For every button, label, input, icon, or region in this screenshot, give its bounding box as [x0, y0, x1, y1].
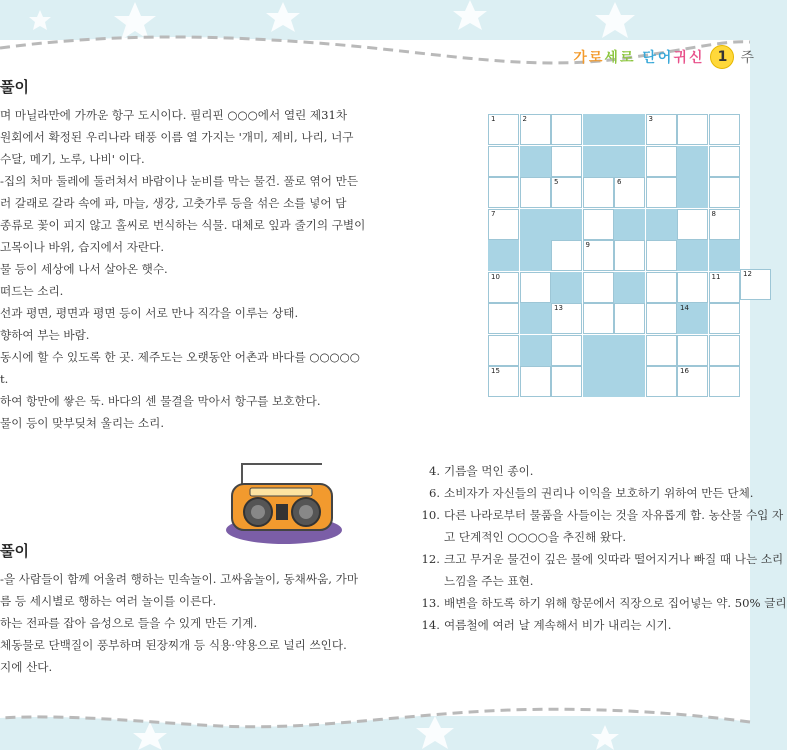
crossword-cell[interactable] — [646, 177, 677, 208]
title-char — [635, 50, 641, 66]
crossword-cell[interactable] — [646, 272, 677, 303]
clue-text: 여름철에 여러 날 계속해서 비가 내리는 시기. — [444, 618, 672, 632]
crossword-cell[interactable] — [488, 177, 519, 208]
crossword-cell[interactable] — [488, 114, 519, 145]
crossword-cell[interactable] — [583, 272, 614, 303]
clue-text: 배변을 하도록 하기 위해 항문에서 직장으로 집어넣는 약. 50% 글리 — [444, 596, 787, 610]
crossword-cell[interactable] — [709, 177, 740, 208]
clue-line: 물 등이 세상에 나서 살아온 햇수. — [0, 262, 168, 276]
crossword-block — [583, 114, 614, 145]
clue-line — [420, 592, 787, 614]
crossword-block — [677, 240, 708, 271]
clue-line: 원회에서 확정된 우리나라 태풍 이름 열 가지는 '개미, 제비, 나리, 너구 — [0, 130, 354, 144]
cell-number: 15 — [491, 367, 500, 375]
crossword-cell[interactable] — [677, 272, 708, 303]
crossword-block — [488, 240, 519, 271]
clue-line: 하여 항만에 쌓은 둑. 바다의 센 물결을 막아서 항구를 보호한다. — [0, 394, 321, 408]
crossword-cell[interactable] — [646, 114, 677, 145]
crossword-cell[interactable] — [488, 335, 519, 366]
crossword-block — [520, 146, 551, 177]
crossword-block — [583, 366, 614, 397]
crossword-cell[interactable] — [520, 272, 551, 303]
clue-line: 고목이나 바위, 습지에서 자란다. — [0, 240, 165, 254]
crossword-block — [520, 335, 551, 366]
clue-text: 크고 무거운 물건이 깊은 물에 잇따라 떨어지거나 빠질 때 나는 소리 — [444, 552, 784, 566]
crossword-block — [677, 177, 708, 208]
cell-number: 11 — [711, 272, 721, 281]
crossword-cell[interactable] — [520, 366, 551, 397]
crossword-cell[interactable] — [709, 209, 740, 240]
crossword-cell[interactable] — [614, 240, 645, 271]
crossword-block — [677, 146, 708, 177]
crossword-block — [520, 209, 551, 240]
title-char: 귀 — [673, 50, 688, 66]
horizontal-clues-title: 풀이 — [0, 78, 29, 96]
vertical-clues-list — [0, 568, 359, 678]
horizontal-clues-list — [0, 104, 366, 434]
crossword-cell[interactable] — [677, 335, 708, 366]
clue-line: 선과 평면, 평면과 평면 등이 서로 만나 직각을 이루는 상태. — [0, 306, 299, 320]
crossword-cell[interactable] — [520, 114, 551, 145]
clue-number: 12. — [421, 552, 440, 566]
title-char: 세 — [604, 50, 619, 66]
crossword-cell[interactable] — [583, 209, 614, 240]
crossword-block — [709, 240, 740, 271]
clue-line — [420, 482, 754, 504]
clue-text: 기름을 먹인 종이. — [444, 464, 534, 478]
cell-number: 8 — [711, 209, 716, 218]
cell-number: 7 — [491, 209, 496, 218]
clue-line: 수달, 메기, 노루, 나비' 이다. — [0, 152, 145, 166]
crossword-block — [677, 303, 708, 334]
crossword-cell[interactable] — [646, 240, 677, 271]
crossword-cell-12[interactable] — [740, 269, 771, 300]
crossword-block — [583, 146, 614, 177]
clue-line: -집의 처마 둘레에 둘러쳐서 바람이나 눈비를 막는 물건. 풀로 엮어 만든 — [0, 174, 359, 188]
crossword-block — [520, 303, 551, 334]
week-number-badge: 1 — [710, 45, 734, 69]
clue-line: 지에 산다. — [0, 660, 53, 674]
clue-text: 느낌을 주는 표현. — [444, 574, 534, 588]
crossword-block — [551, 209, 582, 240]
clue-line — [420, 460, 750, 482]
title-char: 신 — [688, 50, 704, 66]
cell-number: 10 — [491, 272, 500, 281]
crossword-cell[interactable] — [551, 240, 582, 271]
clue-line: 떠드는 소리. — [0, 284, 64, 298]
clue-number: 6. — [428, 486, 440, 500]
crossword-cell[interactable] — [677, 366, 708, 397]
clue-number: 10. — [421, 508, 440, 522]
clue-text: 고 단계적인 ○○○○을 추진해 왔다. — [444, 530, 627, 544]
clue-text: 소비자가 자신들의 권리나 이익을 보호하기 위하여 만든 단체. — [444, 486, 754, 500]
crossword-block — [551, 272, 582, 303]
cell-number: 3 — [648, 115, 653, 123]
crossword-cell[interactable] — [709, 335, 740, 366]
crossword-cell[interactable] — [551, 114, 582, 145]
clue-line — [420, 504, 784, 526]
crossword-cell[interactable] — [583, 303, 614, 334]
crossword-cell[interactable] — [709, 146, 740, 177]
crossword-cell[interactable] — [709, 114, 740, 145]
crossword-block — [646, 209, 677, 240]
radio-illustration — [222, 460, 342, 546]
clue-line — [420, 570, 750, 592]
crossword-cell[interactable] — [709, 303, 740, 334]
clue-line: 며 마닐라만에 가까운 항구 도시이다. 필리핀 ○○○에서 열린 제31차 — [0, 108, 348, 122]
cell-number: 14 — [680, 304, 689, 312]
crossword-cell[interactable] — [677, 209, 708, 240]
crossword-cell[interactable] — [551, 146, 582, 177]
cell-number: 2 — [522, 115, 527, 123]
crossword-block — [520, 240, 551, 271]
clue-line: 러 갈래로 갈라 속에 파, 마늘, 생강, 고춧가루 등을 섞은 소를 넣어 담 — [0, 196, 347, 210]
clue-number: 13. — [421, 596, 440, 610]
crossword-block — [614, 335, 645, 366]
crossword-cell[interactable] — [646, 146, 677, 177]
book-title — [573, 47, 704, 67]
crossword-cell[interactable] — [709, 366, 740, 397]
crossword-cell[interactable] — [614, 303, 645, 334]
crossword-block — [614, 146, 645, 177]
page-header — [573, 42, 754, 72]
crossword-cell[interactable] — [677, 114, 708, 145]
clue-line: 름 등 세시별로 행하는 여러 놀이를 이른다. — [0, 594, 217, 608]
crossword-block — [614, 366, 645, 397]
crossword-cell[interactable] — [551, 303, 582, 334]
crossword-block — [583, 335, 614, 366]
clue-line: 하는 전파를 잡아 음성으로 들을 수 있게 만든 기계. — [0, 616, 258, 630]
crossword-cell[interactable] — [551, 177, 582, 208]
crossword-cell[interactable] — [488, 272, 519, 303]
clue-line: 종류로 꽃이 피지 않고 홀씨로 번식하는 식물. 대체로 잎과 줄기의 구별이 — [0, 218, 366, 232]
cell-number: 13 — [554, 304, 563, 312]
clue-line: -을 사람들이 함께 어울려 행하는 민속놀이. 고싸움놀이, 동채싸움, 가마 — [0, 572, 359, 586]
clue-number: 4. — [428, 464, 440, 478]
cell-number: 12 — [743, 270, 752, 278]
cell-number: 9 — [585, 241, 590, 249]
crossword-cell[interactable] — [646, 303, 677, 334]
clue-line — [420, 614, 750, 636]
clue-line: 물이 등이 맞부딪쳐 울리는 소리. — [0, 416, 165, 430]
week-label: 주 — [740, 50, 754, 66]
title-char: 단 — [642, 50, 657, 66]
title-char: 어 — [657, 50, 673, 66]
bottom-wavy-border — [0, 700, 750, 740]
crossword-block — [614, 114, 645, 145]
clue-number: 14. — [421, 618, 440, 632]
clue-line: t. — [0, 372, 9, 386]
clue-line: 향하여 부는 바람. — [0, 328, 90, 342]
crossword-cell[interactable] — [488, 209, 519, 240]
vertical-clues-title: 풀이 — [0, 542, 29, 560]
crossword-cell[interactable] — [488, 366, 519, 397]
clue-line: 동시에 할 수 있도록 한 곳. 제주도는 오랫동안 어촌과 바다를 ○○○○○ — [0, 350, 360, 364]
cell-number: 5 — [554, 178, 559, 186]
crossword-cell[interactable] — [551, 335, 582, 366]
crossword-block — [614, 209, 645, 240]
crossword-cell[interactable] — [646, 366, 677, 397]
cell-number: 1 — [491, 115, 496, 123]
clue-line: 체동물로 단백질이 풍부하며 된장찌개 등 식용·약용으로 널리 쓰인다. — [0, 638, 347, 652]
crossword-cell[interactable] — [709, 272, 740, 303]
crossword-cell[interactable] — [488, 146, 519, 177]
title-char: 로 — [619, 50, 635, 66]
clue-line — [420, 526, 750, 548]
crossword-cell[interactable] — [614, 177, 645, 208]
cell-number: 16 — [680, 367, 689, 375]
crossword-block — [614, 272, 645, 303]
crossword-cell[interactable] — [583, 177, 614, 208]
crossword-cell[interactable] — [646, 335, 677, 366]
crossword-cell[interactable] — [488, 303, 519, 334]
crossword-cell[interactable] — [520, 177, 551, 208]
clue-line — [420, 548, 784, 570]
title-char: 로 — [588, 50, 604, 66]
title-char: 가 — [573, 50, 588, 66]
cell-number: 6 — [617, 178, 622, 186]
clue-text: 다른 나라로부터 물품을 사들이는 것을 자유롭게 함. 농산물 수입 자 — [444, 508, 784, 522]
vertical-clues-right-list — [420, 460, 787, 636]
crossword-cell[interactable] — [551, 366, 582, 397]
crossword-cell[interactable] — [583, 240, 614, 271]
